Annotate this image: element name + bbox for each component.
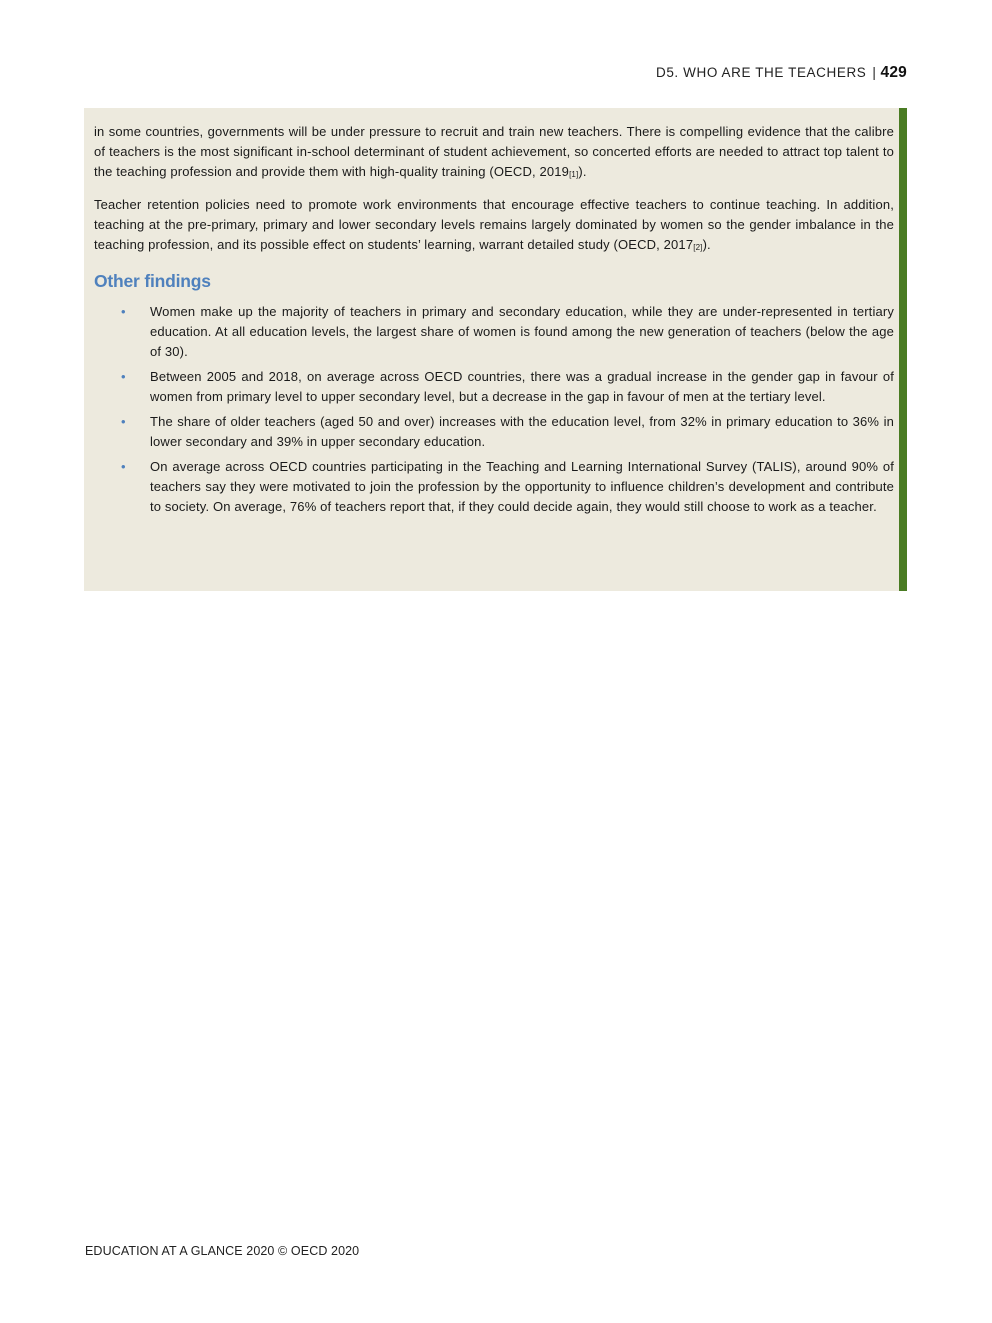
- paragraph: [94, 195, 894, 258]
- page-footer: EDUCATION AT A GLANCE 2020 © OECD 2020: [85, 1244, 360, 1258]
- list-item-text: Women make up the majority of teachers in primary and secondary education, while they are under-represented in tertiary education. At all education levels, the largest share of women is found among the new generation of teachers (below the age of 30).: [150, 304, 894, 359]
- list-item: [94, 302, 894, 362]
- list-item-text: The share of older teachers (aged 50 and over) increases with the education level, from 32% in primary education to 36% in lower secondary and 39% in upper secondary education.: [150, 414, 894, 449]
- paragraph-tail: ).: [702, 237, 711, 252]
- bullet-icon: •: [121, 304, 126, 319]
- highlight-box: [84, 108, 907, 591]
- list-item-text: On average across OECD countries participating in the Teaching and Learning International Survey (TALIS), around 90% of teachers say they were motivated to join the profession by the opportunity to influence children’s development and contribute to society. On average, 76% of teachers report that, if they could decide again, they would still choose to work as a teacher.: [150, 459, 894, 514]
- paragraph-tail: ).: [578, 164, 587, 179]
- reference-marker[interactable]: [1]: [569, 170, 579, 179]
- findings-list: [94, 302, 894, 517]
- list-item: [94, 457, 894, 517]
- section-heading: Other findings: [94, 271, 211, 291]
- running-header: [656, 64, 907, 82]
- paragraph-text: in some countries, governments will be under pressure to recruit and train new teachers. There is compelling evidence that the calibre of teachers is the most significant in-school determinant of student achievement, so concerted efforts are needed to attract top talent to the teaching profession and provide them with high-quality training (OECD, 2019: [94, 124, 894, 179]
- reference-marker[interactable]: [2]: [693, 243, 703, 252]
- section-title: D5. WHO ARE THE TEACHERS: [655, 65, 867, 80]
- list-item: [94, 367, 894, 407]
- bullet-icon: •: [121, 459, 126, 474]
- bullet-icon: •: [121, 369, 126, 384]
- page-number: 429: [880, 64, 907, 81]
- bullet-icon: •: [121, 414, 126, 429]
- header-separator: |: [872, 65, 877, 80]
- list-item: [94, 412, 894, 452]
- paragraph: [94, 122, 894, 185]
- list-item-text: Between 2005 and 2018, on average across OECD countries, there was a gradual increase in the gender gap in favour of women from primary level to upper secondary level, but a decrease in the gap in favour of men at the tertiary level.: [150, 369, 894, 404]
- paragraph-text: Teacher retention policies need to promote work environments that encourage effective teachers to continue teaching. In addition, teaching at the pre-primary, primary and lower secondary levels remains largely dominated by women so the gender imbalance in the teaching profession, and its possible effect on students’ learning, warrant detailed study (OECD, 2017: [94, 197, 894, 252]
